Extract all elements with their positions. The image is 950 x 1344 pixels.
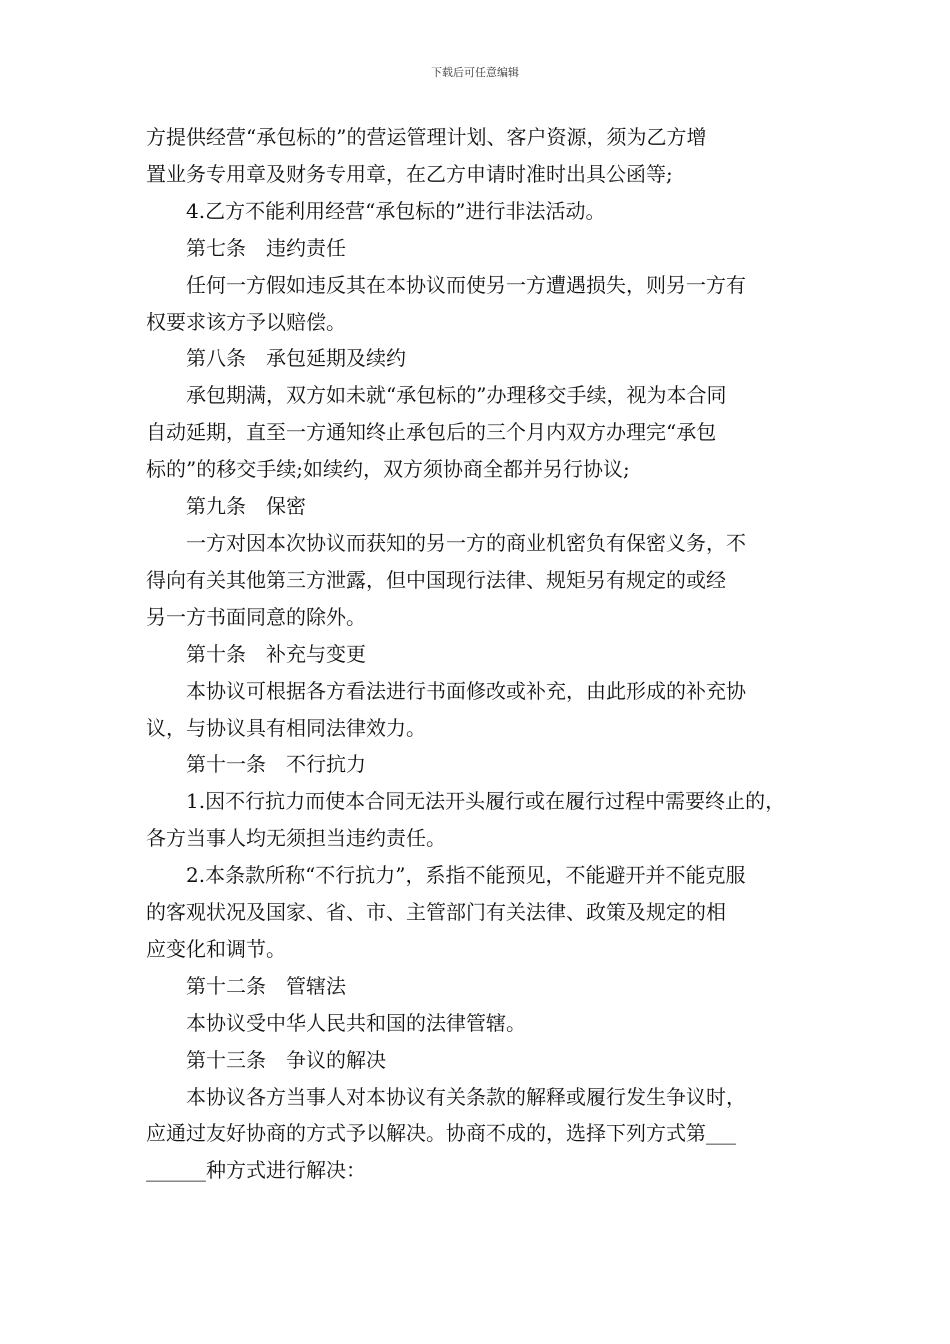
text-line: 本协议可根据各方看法进行书面修改或补充，由此形成的补充协 xyxy=(186,678,746,703)
text-line: 各方当事人均无须担当违约责任。 xyxy=(146,826,446,851)
text-line: 4.乙方不能利用经营“承包标的”进行非法活动。 xyxy=(186,198,606,223)
text-line: 标的”的移交手续;如续约，双方须协商全都并另行协议; xyxy=(146,457,630,482)
text-line: 的客观状况及国家、省、市、主管部门有关法律、政策及规定的相 xyxy=(146,900,726,925)
text-line: 1.因不行抗力而使本合同无法开头履行或在履行过程中需要终止的， xyxy=(186,789,786,814)
text-line: 方提供经营“承包标的”的营运管理计划、客户资源，须为乙方增 xyxy=(146,125,707,149)
text-line: 2.本条款所称“不行抗力”，系指不能预见，不能避开并不能克服 xyxy=(186,863,746,888)
document-body xyxy=(146,119,810,1189)
text-line: 承包期满，双方如未就“承包标的”办理移交手续，视为本合同 xyxy=(186,383,727,408)
text-line: 任何一方假如违反其在本协议而使另一方遭遇损失，则另一方有 xyxy=(186,272,746,297)
text-line: 第七条 违约责任 xyxy=(186,235,346,260)
page-header: 下载后可任意编辑 xyxy=(431,66,519,79)
text-line: 第十三条 争议的解决 xyxy=(186,1047,386,1072)
text-line: 一方对因本次协议而获知的另一方的商业机密负有保密义务，不 xyxy=(186,530,746,555)
text-line: 权要求该方予以赔偿。 xyxy=(146,309,346,334)
text-line: 第八条 承包延期及续约 xyxy=(186,346,406,371)
text-line: 应通过友好协商的方式予以解决。协商不成的，选择下列方式第___ xyxy=(146,1121,736,1146)
text-line: 置业务专用章及财务专用章，在乙方申请时准时出具公函等; xyxy=(146,161,673,186)
text-line: 本协议受中华人民共和国的法律管辖。 xyxy=(186,1010,526,1035)
text-line: 第十条 补充与变更 xyxy=(186,641,366,666)
text-line: 第十一条 不行抗力 xyxy=(186,752,366,777)
text-line: 得向有关其他第三方泄露，但中国现行法律、规矩另有规定的或经 xyxy=(146,567,726,592)
text-line: 另一方书面同意的除外。 xyxy=(146,604,366,629)
text-line: 第十二条 管辖法 xyxy=(186,973,346,998)
text-line: 应变化和调节。 xyxy=(146,936,286,961)
text-line: 自动延期，直至一方通知终止承包后的三个月内双方办理完“承包 xyxy=(146,420,717,445)
text-line: 本协议各方当事人对本协议有关条款的解释或履行发生争议时， xyxy=(186,1084,746,1109)
text-line: 第九条 保密 xyxy=(186,494,306,519)
text-line: ______种方式进行解决： xyxy=(146,1158,366,1183)
text-line: 议，与协议具有相同法律效力。 xyxy=(146,715,426,740)
